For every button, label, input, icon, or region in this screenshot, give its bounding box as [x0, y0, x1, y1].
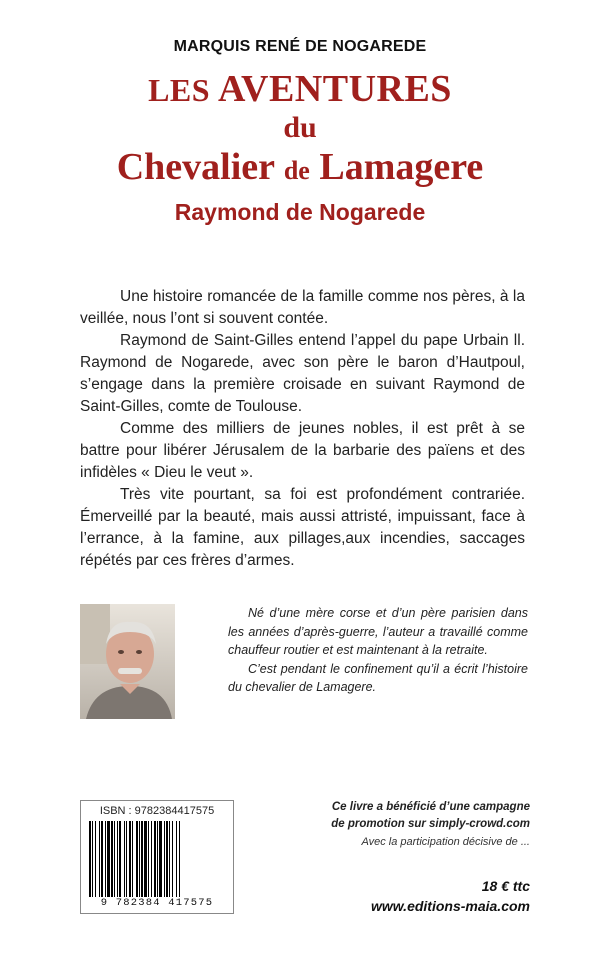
title-line-2: [0, 111, 600, 145]
synopsis: [80, 286, 525, 572]
promo-line-1: Ce livre a bénéficié d’une campagne: [331, 801, 530, 813]
title-aventures: AVENTURES: [217, 68, 452, 110]
title-line-3: [0, 145, 600, 193]
synopsis-paragraph: Raymond de Saint-Gilles entend l’appel du pape Urbain ll. Raymond de Nogarede, avec son père le baron d’Hautpoul, s’engage dans la première croisade en suivant Raymond de Saint-Gilles, comte de Toulouse.: [80, 332, 525, 415]
bio-paragraph: Né d’une mère corse et d’un père parisien dans les années d’après-guerre, l’auteur a travaillé comme chauffeur routier et est maintenant à la retraite.: [228, 606, 528, 657]
title-chevalier: Chevalier: [116, 146, 275, 188]
author-bio: [228, 604, 528, 697]
title-du: du: [283, 111, 317, 144]
author-name: MARQUIS RENÉ DE NOGAREDE: [173, 38, 427, 55]
book-title: [0, 68, 600, 227]
barcode-icon: [87, 821, 227, 897]
price: 18 € ttc: [481, 878, 530, 894]
synopsis-paragraph: Comme des milliers de jeunes nobles, il est prêt à se battre pour libérer Jérusalem de la barbarie des païens et des infidèles « Dieu le veut ».: [80, 420, 525, 481]
author-portrait-icon: [80, 604, 175, 719]
synopsis-paragraph: Très vite pourtant, sa foi est profondément contrariée. Émerveillé par la beauté, mais aussi attristé, impuissant, face à l’errance, à la famine, aux pillages,aux incendies, saccages répétés par ces frères d’armes.: [80, 486, 525, 569]
isbn-label: ISBN : 9782384417575: [99, 805, 215, 817]
bio-paragraph: C’est pendant le confinement qu’il a écrit l’histoire du chevalier de Lamagere.: [228, 661, 528, 694]
participation-text: Avec la participation décisive de ...: [361, 836, 530, 848]
promo-line-2: de promotion sur simply-crowd.com: [331, 818, 530, 830]
barcode-number: 9 782384 417575: [100, 897, 214, 909]
promo-text: [320, 799, 530, 833]
title-de: de: [283, 156, 310, 185]
title-line-1: [0, 68, 600, 111]
synopsis-paragraph: Une histoire romancée de la famille comme nos pères, à la veillée, nous l’ont si souvent contée.: [80, 288, 525, 327]
title-les: LES: [148, 72, 211, 108]
author-photo: [80, 604, 175, 719]
publisher-website: www.editions-maia.com: [371, 898, 530, 914]
isbn-barcode-box: [80, 800, 234, 914]
book-subtitle: Raymond de Nogarede: [174, 199, 426, 225]
title-lamagere: Lamagere: [319, 146, 484, 188]
